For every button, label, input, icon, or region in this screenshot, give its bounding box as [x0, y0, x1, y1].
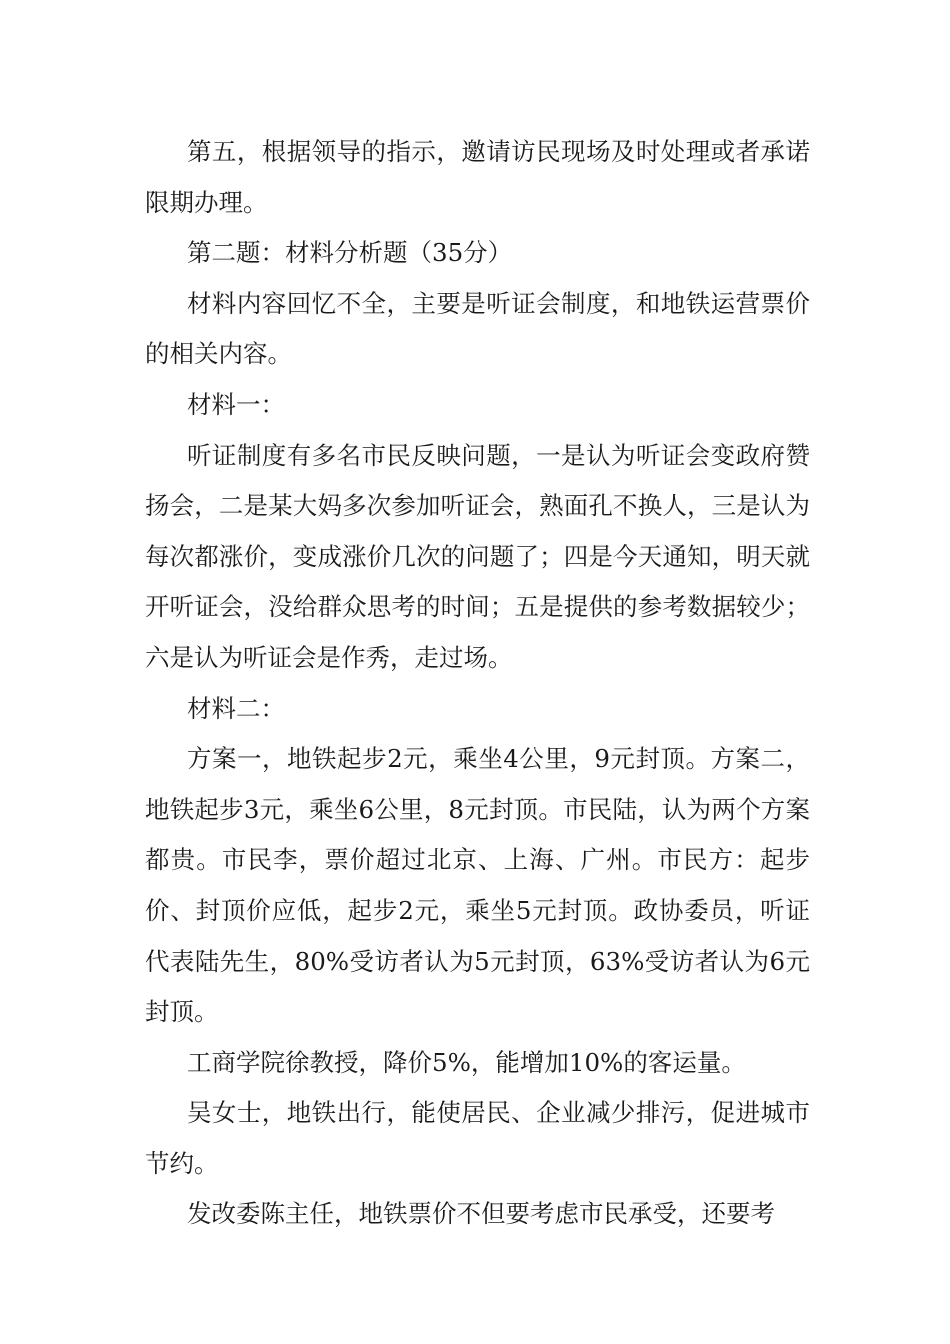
paragraph-director-chen: 发改委陈主任，地铁票价不但要考虑市民承受，还要考	[187, 1199, 775, 1229]
document-body	[145, 127, 810, 1240]
material-two-heading: 材料二：	[187, 693, 285, 723]
material-one-heading: 材料一：	[187, 389, 285, 419]
paragraph-ms-wu: 吴女士，地铁出行，能使居民、企业减少排污，促进城市节约。	[145, 1098, 810, 1178]
paragraph-material-intro: 材料内容回忆不全，主要是听证会制度，和地铁运营票价的相关内容。	[145, 288, 810, 369]
paragraph-material-two-plans: 方案一，地铁起步2元，乘坐4公里，9元封顶。方案二，地铁起步3元，乘坐6公里，8元封顶。市民陆，认为两个方案都贵。市民李，票价超过北京、上海、广州。市民方：起步价、封顶价应低，起步2元，乘坐5元封顶。政协委员，听证代表陆先生，80%受访者认为5元封顶，63%受访者认为6元封顶。	[145, 744, 810, 1027]
paragraph-point-five: 第五，根据领导的指示，邀请访民现场及时处理或者承诺限期办理。	[145, 137, 810, 217]
question-two-heading: 第二题：材料分析题（35分）	[187, 238, 513, 268]
paragraph-professor-xu: 工商学院徐教授，降价5%，能增加10%的客运量。	[187, 1047, 746, 1077]
paragraph-material-one: 听证制度有多名市民反映问题，一是认为听证会变政府赞扬会，二是某大妈多次参加听证会，熟面孔不换人，三是认为每次都涨价，变成涨价几次的问题了；四是今天通知，明天就开听证会，没给群众思考的时间；五是提供的参考数据较少；六是认为听证会是作秀，走过场。	[145, 440, 810, 672]
